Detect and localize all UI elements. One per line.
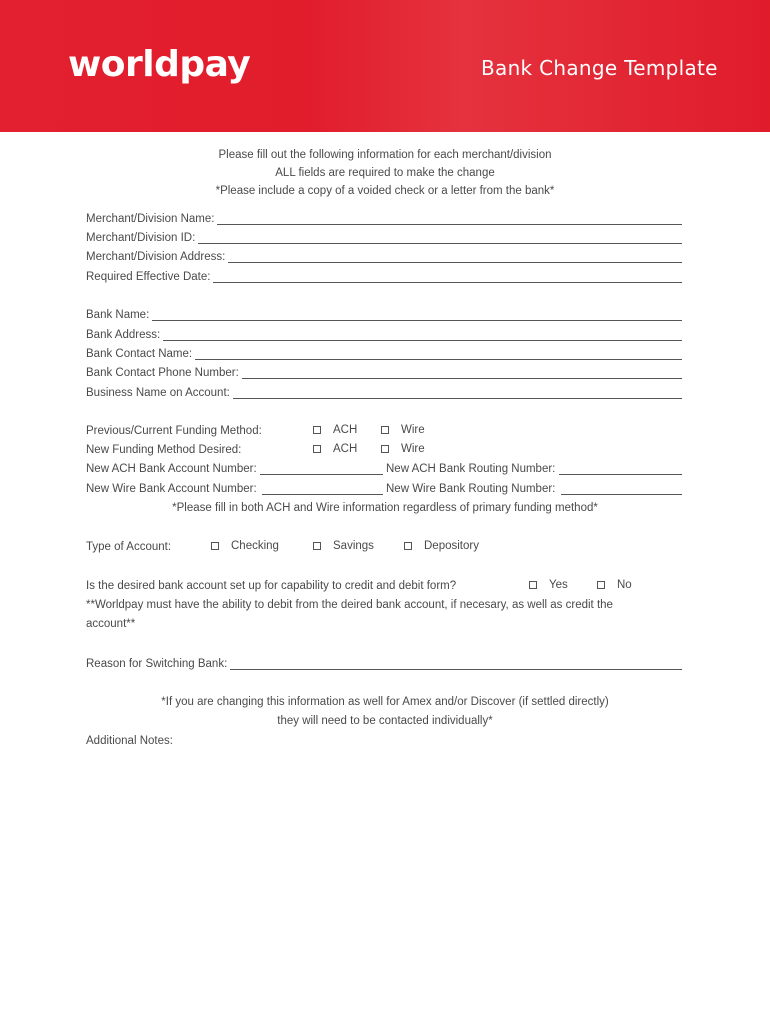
- checkbox-icon[interactable]: [313, 445, 321, 453]
- bank-address-line[interactable]: [163, 329, 682, 341]
- additional-notes-label: Additional Notes:: [86, 735, 173, 747]
- worldpay-logo: worldpay: [68, 44, 251, 85]
- capability-note-line-1: **Worldpay must have the ability to debit from the deired bank account, if necesary, as well as credit the: [86, 599, 613, 611]
- new-wire-checkbox[interactable]: [381, 443, 425, 455]
- checkbox-icon[interactable]: [313, 426, 321, 434]
- checking-label: Checking: [231, 540, 279, 552]
- previous-wire-label: Wire: [401, 424, 425, 436]
- bank-contact-phone-line[interactable]: [242, 367, 682, 379]
- merchant-address-label: Merchant/Division Address:: [86, 251, 226, 263]
- reason-field[interactable]: [86, 656, 682, 670]
- checkbox-icon[interactable]: [313, 542, 321, 550]
- bank-address-field[interactable]: [86, 327, 682, 341]
- new-ach-label: ACH: [333, 443, 358, 455]
- capability-note-line-2: account**: [86, 618, 136, 630]
- bank-name-field[interactable]: [86, 307, 682, 321]
- merchant-address-line[interactable]: [228, 251, 682, 263]
- checkbox-icon[interactable]: [211, 542, 219, 550]
- checking-checkbox[interactable]: [211, 540, 279, 552]
- checkbox-icon[interactable]: [381, 426, 389, 434]
- funding-note: *Please fill in both ACH and Wire information regardless of primary funding method*: [172, 502, 598, 514]
- checkbox-icon[interactable]: [381, 445, 389, 453]
- effective-date-line[interactable]: [213, 271, 682, 283]
- bank-address-label: Bank Address:: [86, 329, 161, 341]
- bank-contact-phone-label: Bank Contact Phone Number:: [86, 367, 239, 379]
- header-banner: [0, 0, 770, 132]
- bank-contact-name-line[interactable]: [195, 348, 682, 360]
- amex-note-line-2: they will need to be contacted individually*: [277, 715, 493, 727]
- bank-name-label: Bank Name:: [86, 309, 150, 321]
- new-ach-checkbox[interactable]: [313, 443, 357, 455]
- previous-wire-checkbox[interactable]: [381, 424, 425, 436]
- business-name-line[interactable]: [233, 387, 682, 399]
- capability-yes-checkbox[interactable]: [529, 579, 568, 591]
- new-wire-account-label: New Wire Bank Account Number:: [86, 483, 257, 495]
- merchant-name-field[interactable]: [86, 211, 682, 225]
- depository-checkbox[interactable]: [404, 540, 479, 552]
- merchant-id-label: Merchant/Division ID:: [86, 232, 196, 244]
- document-title: Bank Change Template: [481, 56, 718, 80]
- capability-no-checkbox[interactable]: [597, 579, 632, 591]
- intro-line-2: ALL fields are required to make the change: [275, 167, 495, 179]
- merchant-id-line[interactable]: [198, 232, 682, 244]
- new-ach-routing-label: New ACH Bank Routing Number:: [386, 463, 556, 475]
- savings-checkbox[interactable]: [313, 540, 374, 552]
- new-ach-account-line[interactable]: [260, 463, 383, 475]
- previous-ach-checkbox[interactable]: [313, 424, 357, 436]
- new-wire-routing-label: New Wire Bank Routing Number:: [386, 483, 556, 495]
- bank-contact-name-label: Bank Contact Name:: [86, 348, 193, 360]
- merchant-id-field[interactable]: [86, 230, 682, 244]
- business-name-label: Business Name on Account:: [86, 387, 230, 399]
- capability-question: Is the desired bank account set up for capability to credit and debit form?: [86, 580, 457, 592]
- checkbox-icon[interactable]: [597, 581, 605, 589]
- new-wire-account-line[interactable]: [262, 483, 383, 495]
- savings-label: Savings: [333, 540, 374, 552]
- intro-line-1: Please fill out the following information for each merchant/division: [218, 149, 552, 161]
- business-name-field[interactable]: [86, 385, 682, 399]
- merchant-address-field[interactable]: [86, 249, 682, 263]
- amex-note-line-1: *If you are changing this information as well for Amex and/or Discover (if settled directly): [161, 696, 609, 708]
- effective-date-label: Required Effective Date:: [86, 271, 211, 283]
- reason-line[interactable]: [230, 658, 682, 670]
- capability-no-label: No: [617, 579, 632, 591]
- checkbox-icon[interactable]: [529, 581, 537, 589]
- new-ach-routing-line[interactable]: [559, 463, 682, 475]
- previous-ach-label: ACH: [333, 424, 358, 436]
- previous-funding-label: Previous/Current Funding Method:: [86, 425, 262, 437]
- effective-date-field[interactable]: [86, 269, 682, 283]
- intro-line-3: *Please include a copy of a voided check or a letter from the bank*: [215, 185, 555, 197]
- bank-name-line[interactable]: [152, 309, 682, 321]
- checkbox-icon[interactable]: [404, 542, 412, 550]
- merchant-name-label: Merchant/Division Name:: [86, 213, 215, 225]
- bank-contact-name-field[interactable]: [86, 346, 682, 360]
- capability-yes-label: Yes: [549, 579, 568, 591]
- new-ach-account-label: New ACH Bank Account Number:: [86, 463, 257, 475]
- merchant-name-line[interactable]: [217, 213, 682, 225]
- reason-label: Reason for Switching Bank:: [86, 658, 228, 670]
- new-funding-label: New Funding Method Desired:: [86, 444, 242, 456]
- bank-contact-phone-field[interactable]: [86, 365, 682, 379]
- new-wire-label: Wire: [401, 443, 425, 455]
- depository-label: Depository: [424, 540, 479, 552]
- new-wire-routing-line[interactable]: [561, 483, 682, 495]
- account-type-label: Type of Account:: [86, 541, 172, 553]
